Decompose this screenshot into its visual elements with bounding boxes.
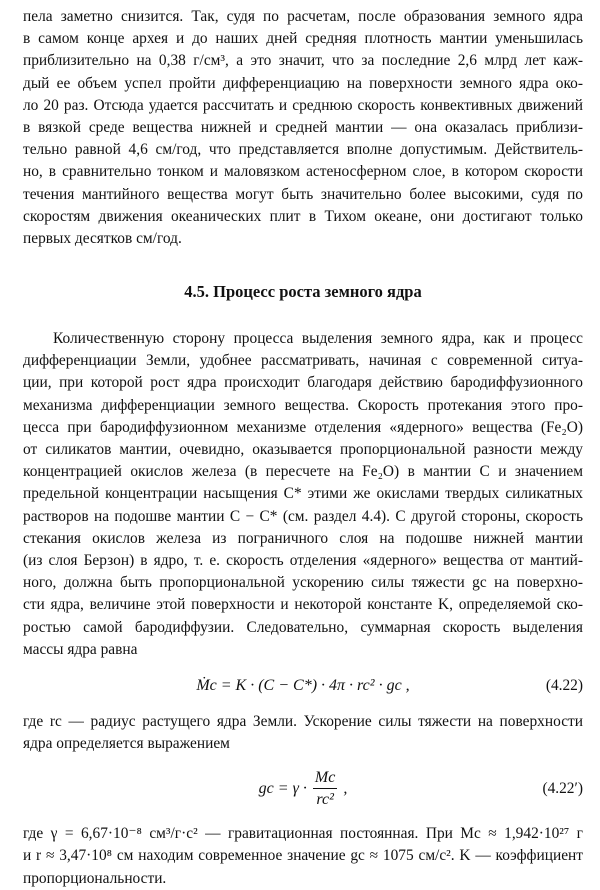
document-page: [23, 6, 583, 890]
text-line: дый ее объем успел пройти дифференциацию на поверхности земного ядра око-: [23, 74, 583, 92]
text-line: пропорциональности.: [23, 869, 167, 887]
text-line: но, в сравнительно тонком и маловязком астеносферном слое, в котором скорости: [23, 163, 583, 181]
text-line: (из слоя Берзон) в ядро, т. е. скорость отделения «ядерного» вещества от мантий-: [23, 551, 583, 569]
section-heading: 4.5. Процесс роста земного ядра: [184, 282, 422, 302]
text-line: ростью самой бародиффузии. Следовательно, суммарная скорость выделения: [23, 618, 583, 636]
fraction-denominator: rc²: [316, 791, 334, 809]
text-line: ло 20 раз. Отсюда удается рассчитать и среднюю скорость конвективных движений: [23, 96, 583, 114]
equation-body: [23, 759, 583, 819]
equation-lhs: gc = γ ·: [258, 780, 307, 798]
text-line: от силикатов мантии, очевидно, оказывается пропорциональной разности между: [23, 441, 583, 458]
text-line: стекания окислов железа из пограничного слоя на подошве нижней мантии: [23, 529, 583, 547]
text-line: в вязкой среде вещества нижней и средней мантии — она оказалась приблизи-: [23, 118, 583, 136]
paragraph-top: [23, 6, 583, 250]
text-line: ции, при которой рост ядра происходит благодаря действию бародиффузионного: [23, 374, 583, 392]
text-line: и r ≈ 3,47·10⁸ см находим современное значение gc ≈ 1075 см/с². K — коэффициент: [23, 847, 583, 865]
text-line: пела заметно снизится. Так, судя по расчетам, после образования земного ядра: [23, 8, 583, 25]
text-line: скоростям движения океанических плит в Тихом океане, они достигают только: [23, 207, 583, 225]
equation-tail: ,: [343, 780, 348, 798]
text-line: первых десятков см/год.: [23, 229, 182, 247]
text-line: концентрацией окислов железа (в пересчете на Fe₂O) в мантии C и значением: [23, 463, 583, 481]
paragraph-main: [23, 328, 583, 661]
equation-4-22-prime: [23, 759, 583, 819]
text-line: в самом конце архея и до наших дней средняя плотность мантии уменьшилась: [23, 30, 583, 48]
text-line: ядра определяется выражением: [23, 735, 230, 753]
equation-fraction: [313, 768, 337, 811]
fraction-numerator: Mc: [313, 768, 337, 789]
text-line: где rc — радиус растущего ядра Земли. Ускорение силы тяжести на поверхности: [23, 712, 583, 730]
text-line: Количественную сторону процесса выделения земного ядра, как и процесс: [53, 330, 583, 348]
text-line: цесса при бародиффузионном механизме отделения «ядерного» вещества (Fe₂O): [23, 418, 583, 436]
text-line: ного, должна быть пропорциональной ускорению силы тяжести gc на поверхно-: [23, 574, 583, 592]
text-line: механизма дифференциации земного вещества. Скорость протекания этого про-: [23, 396, 583, 414]
text-line: сти ядра, величине этой поверхности и некоторой константе K, определяемой ско-: [23, 596, 583, 614]
text-line: приблизительно на 0,38 г/см³, а это значит, что за последние 2,6 млрд лет каж-: [23, 52, 583, 70]
text-line: течения мантийного вещества могут быть значительно более высокими, судя по: [23, 185, 583, 203]
equation-4-22: [23, 665, 583, 707]
text-line: где γ = 6,67·10⁻⁸ см³/г·с² — гравитационная постоянная. При Mc ≈ 1,942·10²⁷ г: [23, 825, 583, 843]
equation-number: (4.22): [545, 676, 583, 694]
text-line: дифференциации Земли, удобнее рассматривать, начиная с современной ситуа-: [23, 352, 583, 370]
text-line: предельной концентрации насыщения C* этими же окислами твердых силикатных: [23, 485, 583, 503]
text-line: тельно равной 4,6 см/год, что представляется вполне допустимым. Действитель-: [23, 141, 583, 159]
text-line: растворов на подошве мантии C − C* (см. раздел 4.4). С другой стороны, скорость: [23, 507, 583, 525]
paragraph-end: [23, 823, 583, 890]
paragraph-after-equation: [23, 711, 583, 755]
text-line: массы ядра равна: [23, 640, 138, 658]
equation-body: Ṁc = K · (C − C*) · 4π · rc² · gc ,: [196, 676, 410, 694]
equation-number: (4.22′): [542, 780, 583, 798]
